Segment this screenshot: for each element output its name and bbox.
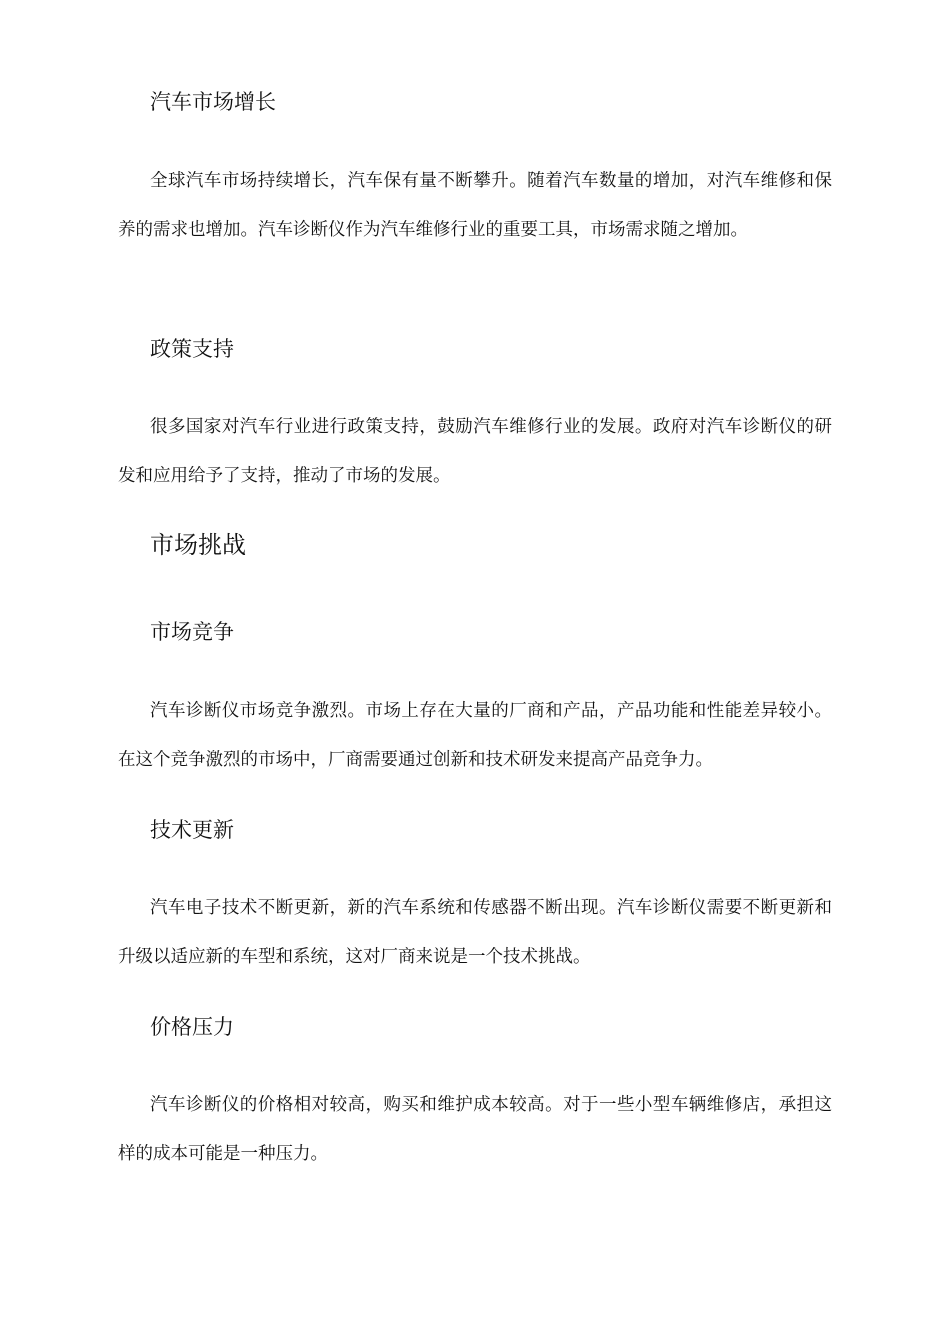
heading-price-pressure: 价格压力 — [150, 1015, 234, 1039]
paragraph-market-competition: 汽车诊断仪市场竞争激烈。市场上存在大量的厂商和产品，产品功能和性能差异较小。在这个竞争激烈的市场中，厂商需要通过创新和技术研发来提高产品竞争力。 — [118, 701, 832, 770]
paragraph-price-pressure: 汽车诊断仪的价格相对较高，购买和维护成本较高。对于一些小型车辆维修店，承担这样的成本可能是一种压力。 — [118, 1095, 832, 1164]
heading-market-competition: 市场竞争 — [150, 620, 234, 644]
heading-policy-support: 政策支持 — [150, 337, 234, 361]
heading-tech-update: 技术更新 — [150, 818, 234, 842]
paragraph-market-growth: 全球汽车市场持续增长，汽车保有量不断攀升。随着汽车数量的增加，对汽车维修和保养的需求也增加。汽车诊断仪作为汽车维修行业的重要工具，市场需求随之增加。 — [118, 171, 832, 240]
paragraph-tech-update: 汽车电子技术不断更新，新的汽车系统和传感器不断出现。汽车诊断仪需要不断更新和升级以适应新的车型和系统，这对厂商来说是一个技术挑战。 — [118, 898, 832, 967]
heading-market-growth: 汽车市场增长 — [150, 90, 276, 114]
paragraph-policy-support: 很多国家对汽车行业进行政策支持，鼓励汽车维修行业的发展。政府对汽车诊断仪的研发和应用给予了支持，推动了市场的发展。 — [118, 417, 832, 486]
heading-market-challenges: 市场挑战 — [150, 531, 246, 559]
